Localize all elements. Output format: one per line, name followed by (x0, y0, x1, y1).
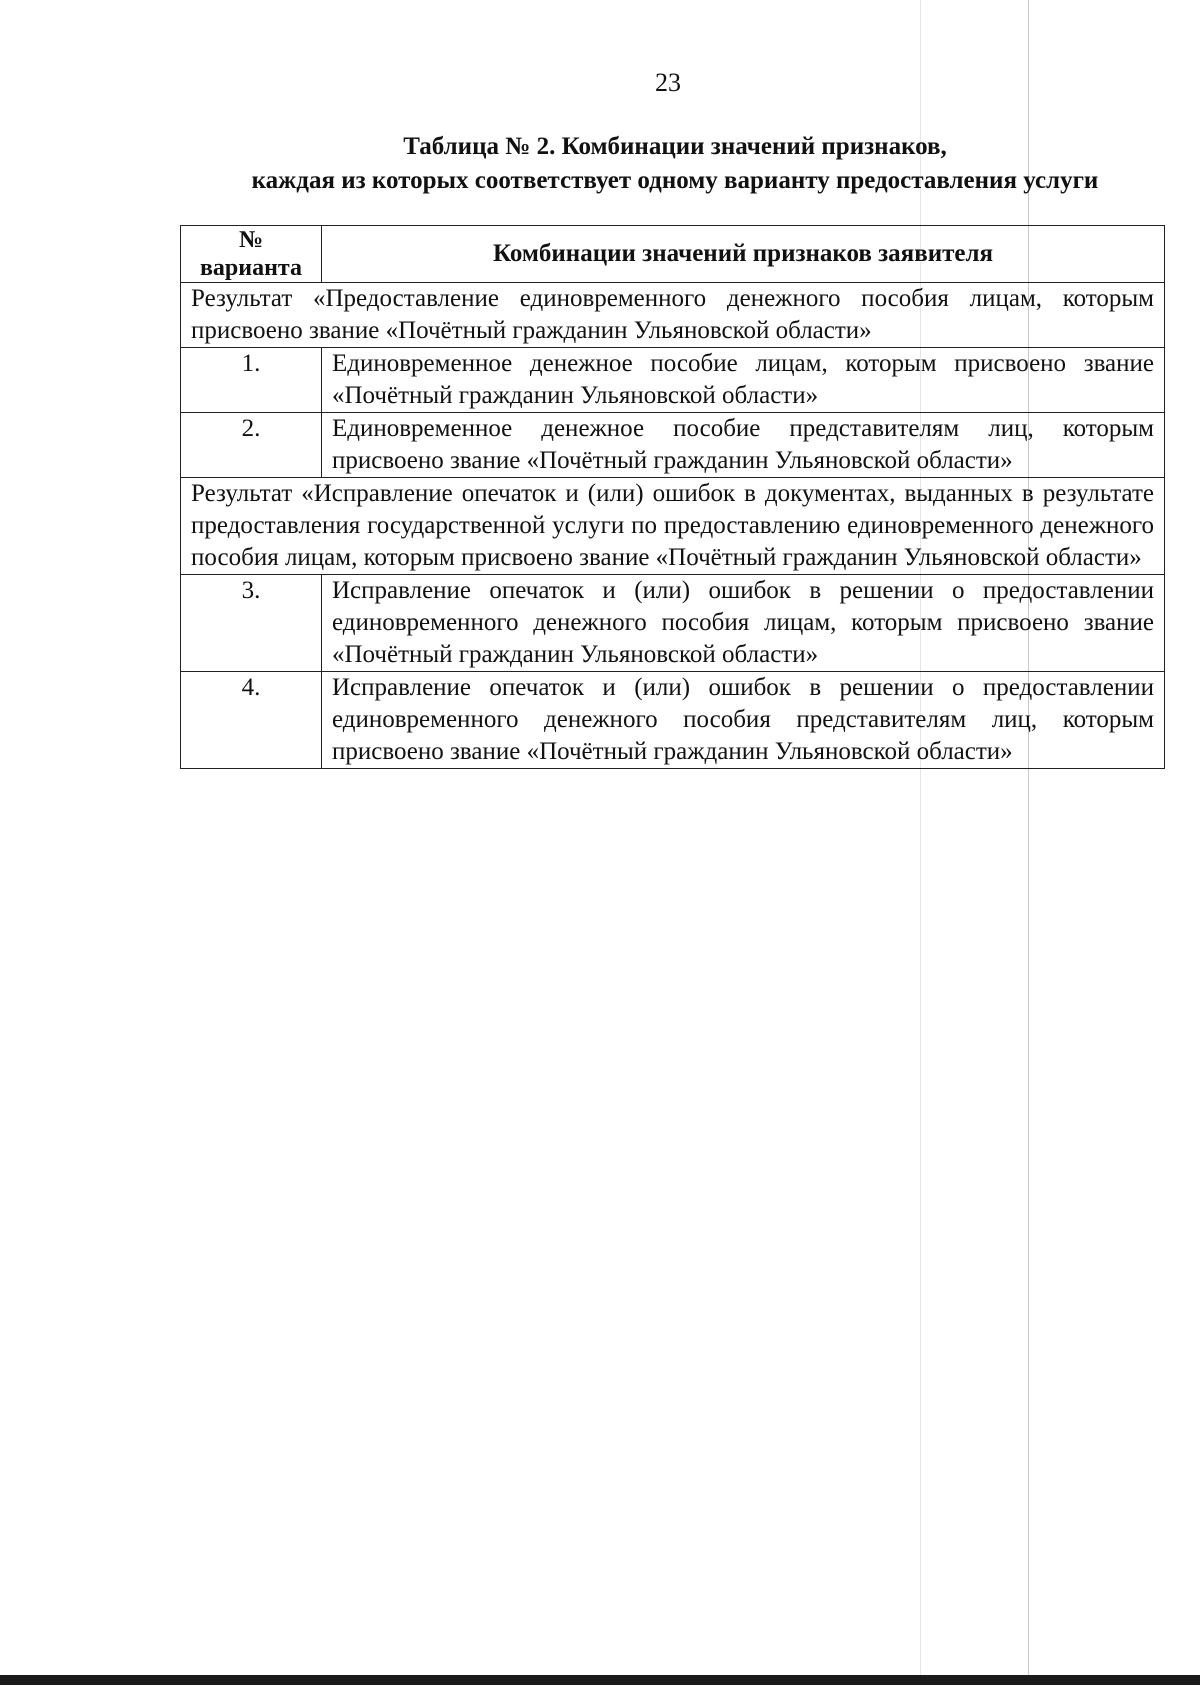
variant-number: 4. (181, 672, 322, 769)
result-1-text: Результат «Предоставление единовременного денежного пособия лицам, которым присвоено звание «Почётный гражданин Ульяновской области» (181, 283, 1165, 348)
variant-combination: Исправление опечаток и (или) ошибок в решении о предоставлении единовременного денежного пособия представителям лиц, которым присвоено звание «Почётный гражданин Ульяновской области» (322, 672, 1165, 769)
header-combinations: Комбинации значений признаков заявителя (322, 226, 1165, 283)
result-2-text: Результат «Исправление опечаток и (или) ошибок в документах, выданных в результате предоставления государственной услуги по предоставлению единовременного денежного пособия лицам, которым присвоено звание «Почётный гражданин Ульяновской области» (181, 478, 1165, 575)
table-title-line-2: каждая из которых соответствует одному варианту предоставления услуги (251, 167, 1099, 194)
table-row (181, 575, 1165, 672)
table-title-line-1: Таблица № 2. Комбинации значений признаков, (403, 133, 947, 160)
page-number: 23 (655, 68, 681, 97)
header-variant-number (181, 226, 322, 283)
table-row (181, 348, 1165, 413)
scan-bottom-border (0, 1675, 1200, 1685)
variant-combination: Единовременное денежное пособие представителям лиц, которым присвоено звание «Почётный гражданин Ульяновской области» (322, 413, 1165, 478)
table-row (181, 672, 1165, 769)
variant-combination: Исправление опечаток и (или) ошибок в решении о предоставлении единовременного денежного пособия лицам, которым присвоено звание «Почётный гражданин Ульяновской области» (322, 575, 1165, 672)
result-row (181, 283, 1165, 348)
variant-number: 1. (181, 348, 322, 413)
variant-number: 3. (181, 575, 322, 672)
header-variant-label: варианта (199, 255, 303, 281)
combinations-table (180, 225, 1165, 769)
variant-number: 2. (181, 413, 322, 478)
header-num-sign: № (238, 227, 264, 253)
table-row (181, 413, 1165, 478)
result-row (181, 478, 1165, 575)
table-header-row (181, 226, 1165, 283)
variant-combination: Единовременное денежное пособие лицам, которым присвоено звание «Почётный гражданин Ульяновской области» (322, 348, 1165, 413)
table-title (170, 130, 1180, 198)
